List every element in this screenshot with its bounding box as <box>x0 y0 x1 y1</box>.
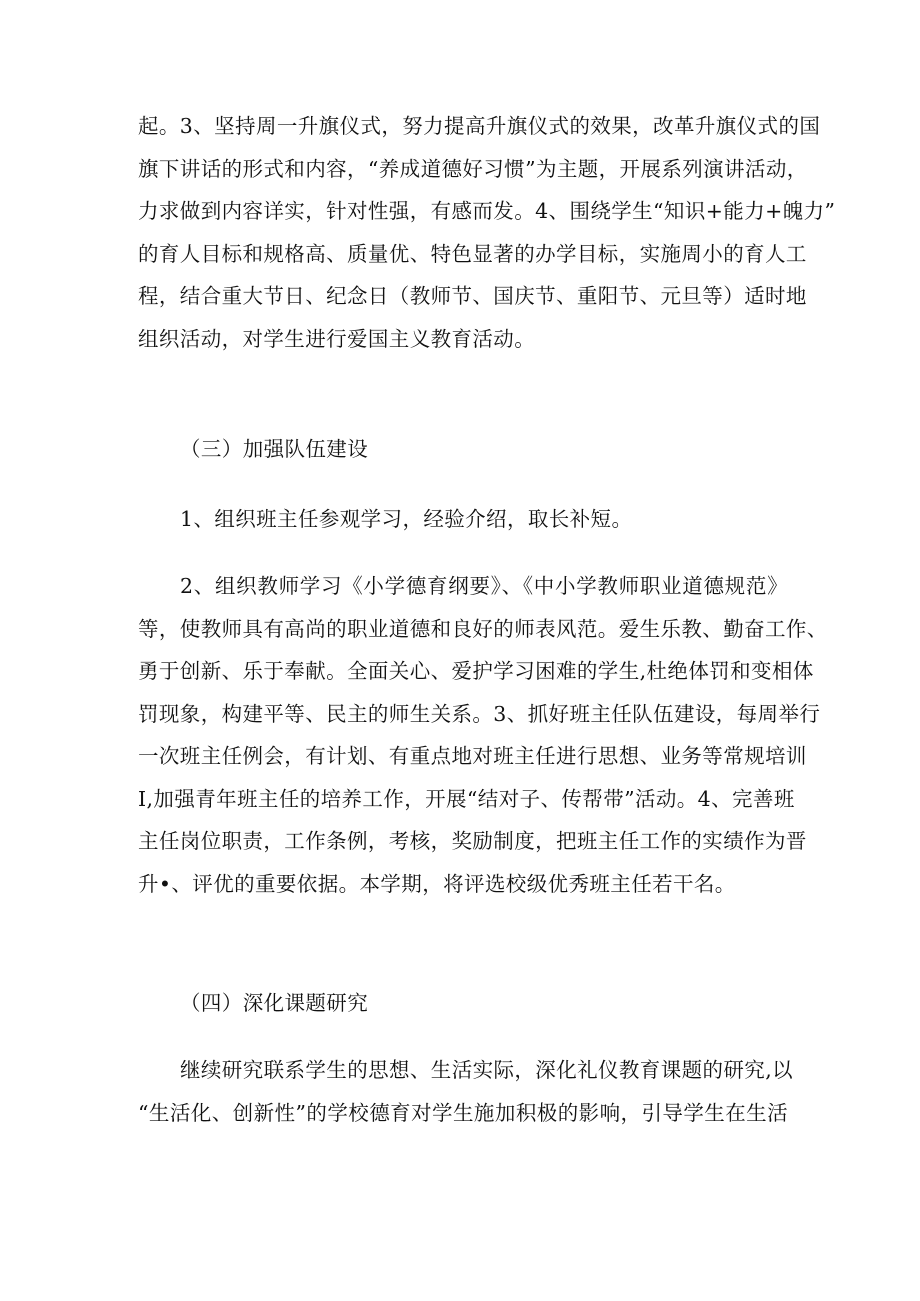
paragraph-research <box>138 1049 794 1134</box>
section-heading-3 <box>180 428 830 471</box>
text-line: 罚现象，构建平等、民主的师生关系。3、抓好班主任队伍建设，每周举行 <box>138 701 821 726</box>
text-line: 组织活动，对学生进行爱国主义教育活动。 <box>138 326 536 351</box>
text-line: 等，使教师具有高尚的职业道德和良好的师表风范。爱生乐教、勤奋工作、 <box>138 616 828 641</box>
text-line: 1、组织班主任参观学习，经验介绍，取长补短。 <box>180 507 633 531</box>
text-line: 一次班主任例会，有计划、有重点地对班主任进行思想、业务等常规培训 <box>138 744 807 768</box>
section-heading-4 <box>180 982 830 1025</box>
paragraph-team-building <box>138 565 828 905</box>
text-line: “生活化、创新性”的学校德育对学生施加积极的影响，引导学生在生活 <box>138 1100 788 1125</box>
heading-text: （四）深化课题研究 <box>180 991 369 1015</box>
text-line: 勇于创新、乐于奉献。全面关心、爱护学习困难的学生,杜绝体罚和变相体 <box>138 659 814 683</box>
paragraph-activities <box>138 105 836 360</box>
text-line: 主任岗位职责，工作条例，考核，奖励制度，把班主任工作的实绩作为晋 <box>138 829 807 853</box>
text-line: 力求做到内容详实，针对性强，有感而发。4、围绕学生“知识+能力+魄力” <box>138 199 836 223</box>
text-line: 继续研究联系学生的思想、生活实际，深化礼仪教育课题的研究,以 <box>180 1058 794 1082</box>
text-line: 的育人目标和规格高、质量优、特色显著的办学目标，实施周小的育人工 <box>138 241 807 266</box>
list-item-1 <box>180 498 830 541</box>
text-line: 程，结合重大节日、纪念日（教师节、国庆节、重阳节、元旦等）适时地 <box>138 284 807 308</box>
text-line: 2、组织教师学习《小学德育纲要》、《中小学教师职业道德规范》 <box>180 574 788 598</box>
text-line: 升•、评优的重要依据。本学期，将评选校级优秀班主任若干名。 <box>138 871 736 896</box>
text-line: 起。3、坚持周一升旗仪式，努力提高升旗仪式的效果，改革升旗仪式的国 <box>138 114 821 138</box>
text-line: I,加强青年班主任的培养工作，开展“结对子、传帮带”活动。4、完善班 <box>138 786 795 811</box>
text-line: 旗下讲话的形式和内容，“养成道德好习惯”为主题，开展系列演讲活动， <box>138 156 808 181</box>
heading-text: （三）加强队伍建设 <box>180 437 369 461</box>
